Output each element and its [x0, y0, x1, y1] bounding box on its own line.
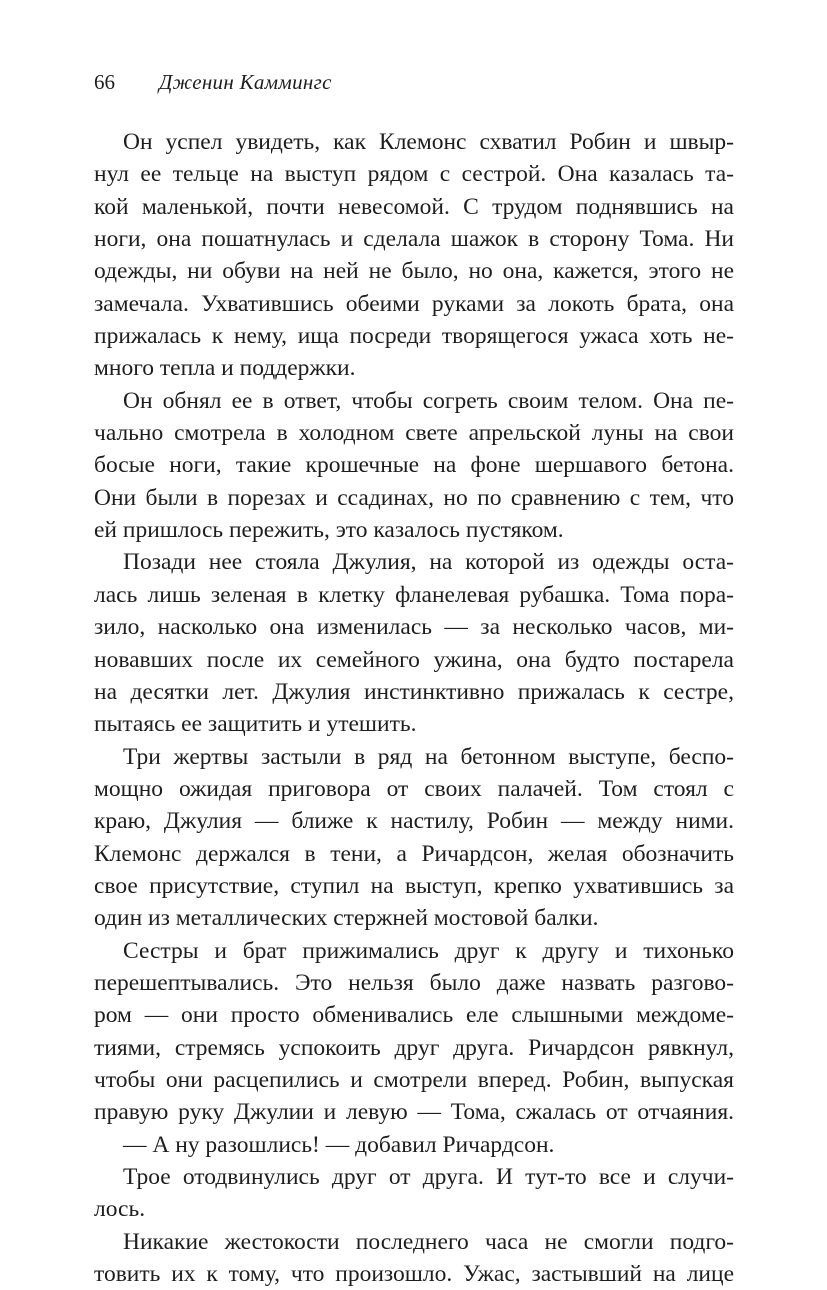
text-line: Никакие жестокости последнего часа не смогли подго- [123, 1228, 734, 1255]
text-line: перешептывались. Это нельзя было даже назвать разгово- [94, 969, 734, 996]
text-line: на десятки лет. Джулия инстинктивно прижалась к сестре, [94, 678, 734, 705]
text-line: Он обнял ее в ответ, чтобы согреть своим телом. Она пе- [123, 387, 734, 414]
text-line: лось. [94, 1196, 146, 1223]
text-line: свое присутствие, ступил на выступ, крепко ухватившись за [94, 872, 734, 899]
text-line: ром — они просто обменивались еле слышными междоме- [94, 1002, 734, 1029]
text-line: босые ноги, такие крошечные на фоне шершавого бетона. [94, 452, 734, 479]
body-text [94, 126, 734, 1290]
text-line: тиями, стремясь успокоить друг друга. Ричардсон рявкнул, [94, 1034, 734, 1061]
running-head-author: Дженин Каммингс [159, 70, 332, 94]
text-line: пытаясь ее защитить и утешить. [94, 711, 417, 738]
text-line: чально смотрела в холодном свете апрельской луны на свои [94, 420, 734, 447]
text-line: Позади нее стояла Джулия, на которой из одежды оста- [123, 549, 734, 576]
page-number: 66 [94, 70, 115, 94]
text-line: замечала. Ухватившись обеими руками за локоть брата, она [94, 290, 734, 317]
text-line: нул ее тельце на выступ рядом с сестрой. Она казалась та- [94, 161, 734, 188]
text-line: один из металлических стержней мостовой балки. [94, 905, 599, 932]
text-line: лась лишь зеленая в клетку фланелевая рубашка. Тома пора- [94, 581, 734, 608]
text-line: мощно ожидая приговора от своих палачей. Том стоял с [94, 775, 734, 802]
text-line: товить их к тому, что произошло. Ужас, застывший на лице [94, 1261, 734, 1288]
text-line: Трое отодвинулись друг от друга. И тут-то все и случи- [123, 1164, 734, 1190]
text-line: новавших после их семейного ужина, она будто постарела [94, 646, 734, 673]
text-line: чтобы они расцепились и смотрели вперед. Робин, выпуская [94, 1066, 734, 1093]
text-line: одежды, ни обуви на ней не было, но она, кажется, этого не [94, 258, 734, 285]
text-line: правую руку Джулии и левую — Тома, сжалась от отчаяния. [94, 1099, 734, 1126]
page-header [94, 68, 332, 96]
text-line: — А ну разошлись! — добавил Ричардсон. [123, 1131, 555, 1158]
text-line: прижалась к нему, ища посреди творящегося ужаса хоть не- [94, 323, 734, 350]
text-line: Сестры и брат прижимались друг к другу и тихонько [123, 937, 734, 964]
text-line: много тепла и поддержки. [94, 355, 356, 382]
text-line: Три жертвы застыли в ряд на бетонном выступе, беспо- [123, 743, 734, 770]
text-line: Клемонс держался в тени, а Ричардсон, желая обозначить [94, 840, 734, 867]
text-line: ей пришлось пережить, это казалось пустяком. [94, 517, 564, 544]
text-line: Он успел увидеть, как Клемонс схватил Робин и швыр- [123, 129, 734, 155]
text-line: Они были в порезах и ссадинах, но по сравнению с тем, что [94, 484, 734, 511]
text-line: кой маленькой, почти невесомой. С трудом поднявшись на [94, 193, 734, 220]
text-line: ноги, она пошатнулась и сделала шажок в сторону Тома. Ни [94, 226, 734, 253]
text-line: краю, Джулия — ближе к настилу, Робин — между ними. [94, 808, 734, 835]
text-line: зило, насколько она изменилась — за несколько часов, ми- [94, 614, 734, 641]
